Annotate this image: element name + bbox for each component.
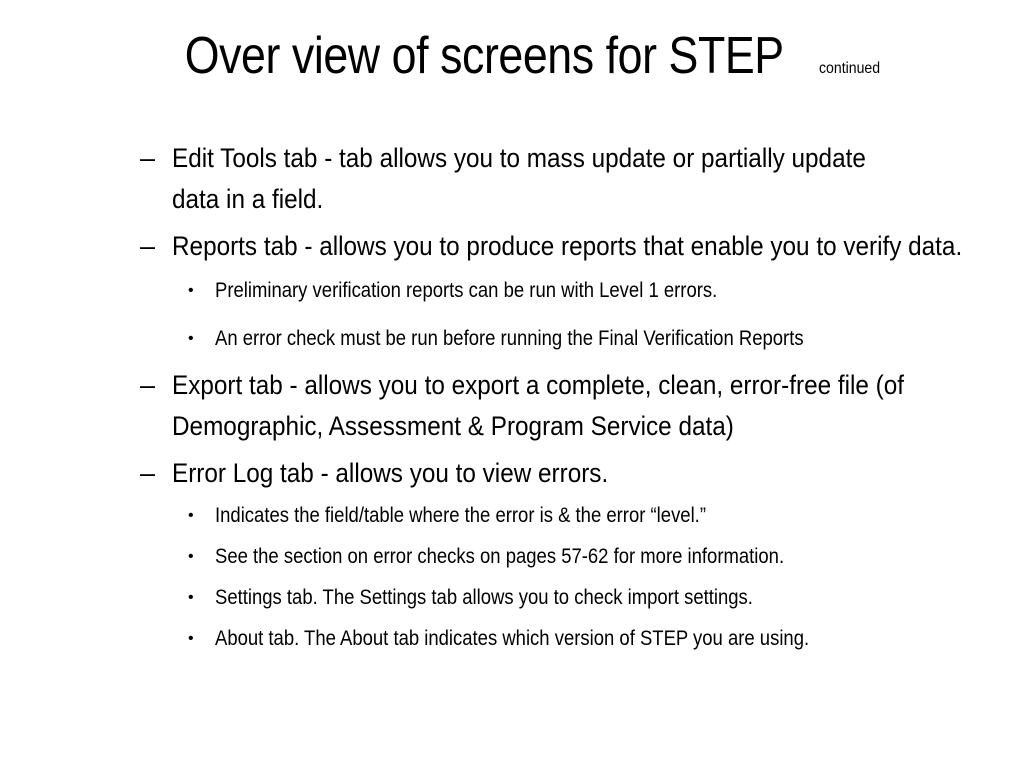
dot-marker: • — [188, 507, 194, 524]
title-continued: continued — [818, 60, 880, 77]
dot-marker: • — [188, 630, 194, 647]
sub-bullet-preliminary — [140, 277, 980, 305]
sub-bullet-text: Indicates the field/table where the error is & the error “level.” — [215, 504, 706, 527]
bullet-text: Reports tab - allows you to produce reports that enable you to verify data. — [172, 231, 963, 261]
sub-bullet-see-section — [140, 543, 980, 571]
dot-marker: • — [188, 330, 194, 347]
bullet-list — [140, 138, 980, 666]
sub-bullet-text: Settings tab. The Settings tab allows you to check import settings. — [215, 586, 753, 609]
sub-bullet-error-check — [140, 325, 980, 353]
dot-marker: • — [188, 548, 194, 565]
bullet-text: Export tab - allows you to export a complete, clean, error-free file (of Demographic, Assessment & Program Service data) — [172, 370, 905, 441]
sub-bullet-text: Preliminary verification reports can be run with Level 1 errors. — [215, 279, 718, 302]
title-main: Over view of screens for STEP — [184, 27, 784, 85]
sub-bullet-indicates — [140, 502, 980, 530]
slide-title — [0, 27, 1024, 85]
bullet-text: Edit Tools tab - tab allows you to mass update or partially update data in a field. — [172, 143, 866, 214]
dash-marker: – — [140, 370, 156, 400]
sub-bullet-about — [140, 625, 980, 653]
bullet-edit-tools — [140, 138, 980, 220]
bullet-reports — [140, 226, 980, 267]
dot-marker: • — [188, 589, 194, 606]
bullet-text: Error Log tab - allows you to view errors. — [172, 458, 609, 488]
sub-bullet-text: See the section on error checks on pages 57-62 for more information. — [215, 545, 785, 568]
sub-bullet-text: About tab. The About tab indicates which version of STEP you are using. — [215, 627, 810, 650]
bullet-error-log — [140, 453, 980, 494]
dash-marker: – — [140, 231, 156, 261]
bullet-export — [140, 365, 980, 447]
dash-marker: – — [140, 143, 156, 173]
sub-bullet-settings — [140, 584, 980, 612]
dash-marker: – — [140, 458, 156, 488]
dot-marker: • — [188, 282, 194, 299]
sub-bullet-text: An error check must be run before running the Final Verification Reports — [215, 327, 804, 350]
